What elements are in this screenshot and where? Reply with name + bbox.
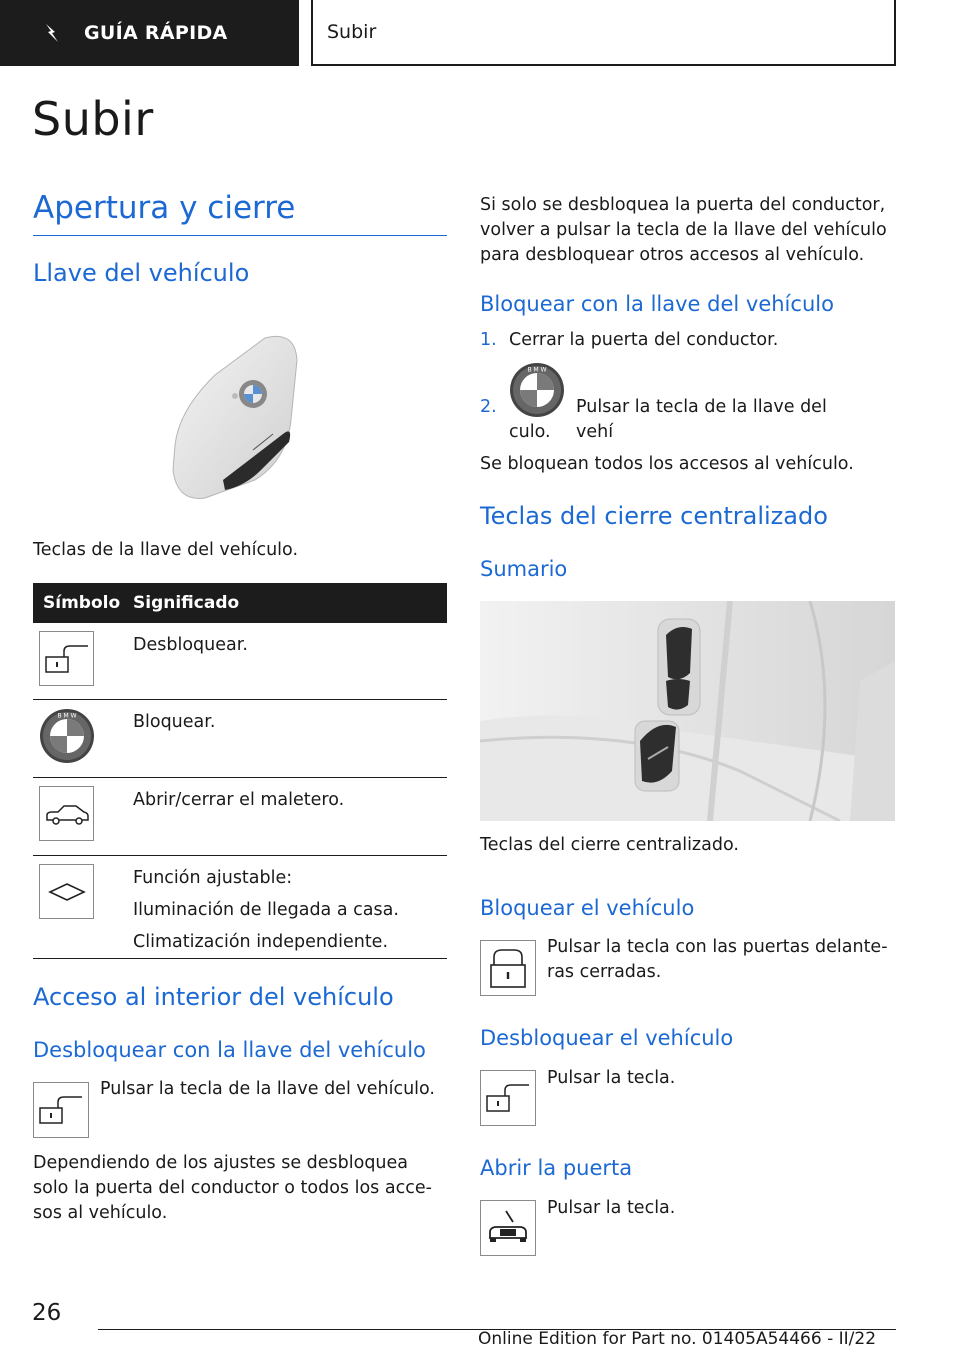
- car-door-open-icon: [480, 1200, 536, 1256]
- abrir-puerta-text: Pulsar la tecla.: [547, 1198, 676, 1218]
- unlock-icon: [480, 1070, 536, 1126]
- quick-guide-label: GUÍA RÁPIDA: [84, 22, 228, 44]
- heading-llave: Llave del vehículo: [33, 259, 250, 287]
- section-label: Subir: [327, 21, 377, 43]
- meaning-text: Abrir/cerrar el maletero.: [133, 790, 345, 810]
- desbloquear-text: Pulsar la tecla de la llave del vehículo.: [100, 1079, 435, 1099]
- heading-apertura: Apertura y cierre: [33, 190, 296, 226]
- se-bloquean-text: Se bloquean todos los accesos al vehículo.: [480, 454, 854, 474]
- svg-text:B M W: B M W: [57, 712, 77, 720]
- quick-guide-tab[interactable]: [0, 0, 299, 66]
- heading-bloquear-llave: Bloquear con la llave del vehículo: [480, 292, 834, 316]
- unlock-icon: [39, 631, 94, 686]
- meaning-text: Desbloquear.: [133, 635, 248, 655]
- table-row: [33, 700, 447, 778]
- online-edition-text: Online Edition for Part no. 01405A54466 - II/22: [478, 1329, 877, 1349]
- bmw-logo-icon: [39, 708, 95, 764]
- vehicle-key-image: [165, 330, 305, 502]
- lightning-icon: [40, 21, 64, 45]
- heading-sumario: Sumario: [480, 557, 568, 581]
- meaning-text: Función ajustable:: [133, 868, 293, 888]
- heading-teclas: Teclas del cierre centralizado: [480, 502, 828, 530]
- col-meaning: Significado: [133, 593, 240, 613]
- meaning-text: Climatización independiente.: [133, 932, 389, 952]
- page-title: Subir: [32, 92, 154, 146]
- step-number: 1.: [480, 330, 497, 350]
- col-symbol: Símbolo: [43, 593, 121, 613]
- step2-text: Pulsar la tecla de la llave del vehí: [576, 397, 827, 442]
- meaning-text: Iluminación de llegada a casa.: [133, 900, 399, 920]
- lock-icon: [480, 940, 536, 996]
- door-caption: Teclas del cierre centralizado.: [480, 835, 739, 855]
- symbol-table: [33, 583, 447, 959]
- step-number: 2.: [480, 397, 497, 417]
- door-panel-image: [480, 601, 895, 821]
- step1-text: Cerrar la puerta del conductor.: [509, 330, 779, 350]
- heading-bloquear-vehiculo: Bloquear el vehículo: [480, 896, 695, 920]
- table-row: [33, 623, 447, 700]
- section-tab[interactable]: [311, 0, 896, 66]
- heading-desbloquear-vehiculo: Desbloquear el vehículo: [480, 1026, 734, 1050]
- unlock-icon: [33, 1082, 89, 1138]
- key-caption: Teclas de la llave del vehículo.: [33, 540, 299, 560]
- page-number: 26: [32, 1300, 62, 1326]
- table-row: [33, 778, 447, 856]
- heading-abrir-puerta: Abrir la puerta: [480, 1156, 633, 1180]
- table-header: [33, 583, 447, 623]
- heading-desbloquear-llave: Desbloquear con la llave del vehículo: [33, 1038, 426, 1062]
- diamond-icon: [39, 864, 94, 919]
- svg-text:B M W: B M W: [527, 366, 547, 374]
- si-solo-text: Si solo se desbloquea la puerta del conductor, volver a pulsar la tecla de la llave del vehículo para desbloquear otros accesos al vehículo.: [480, 195, 887, 265]
- car-trunk-icon: [39, 786, 94, 841]
- bmw-logo-icon: [509, 362, 565, 418]
- dependiendo-text: Dependiendo de los ajustes se desbloquea solo la puerta del conductor o todos los accesos al vehículo.: [33, 1153, 432, 1223]
- heading-rule: [33, 235, 447, 236]
- heading-acceso: Acceso al interior del vehículo: [33, 983, 394, 1011]
- desbloquear-vehiculo-text: Pulsar la tecla.: [547, 1068, 676, 1088]
- meaning-text: Bloquear.: [133, 712, 216, 732]
- table-row: [33, 856, 447, 959]
- step2-text-cont: culo.: [509, 422, 551, 442]
- bloquear-vehiculo-text: Pulsar la tecla con las puertas delanteras cerradas.: [547, 937, 888, 982]
